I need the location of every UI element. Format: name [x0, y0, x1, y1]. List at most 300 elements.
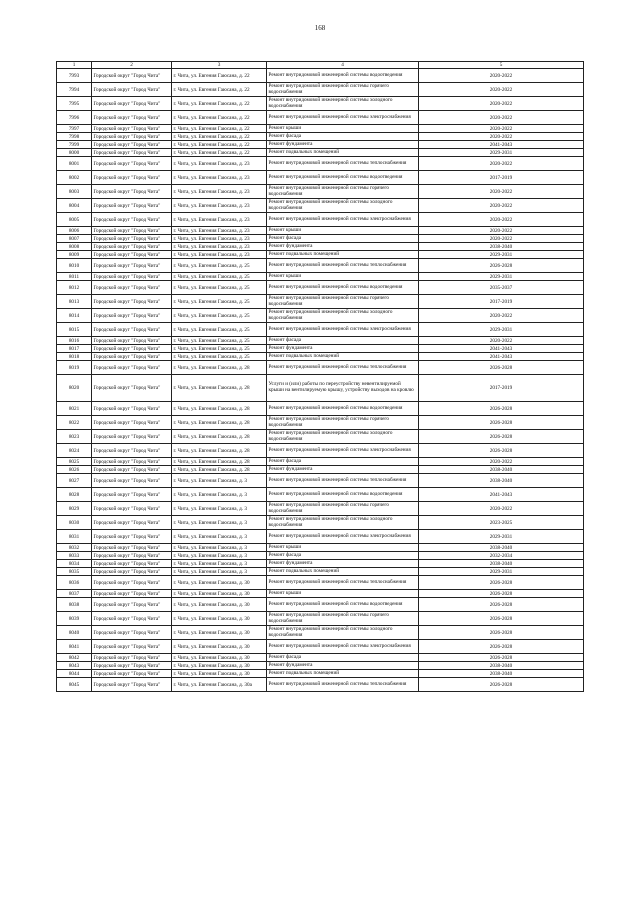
period-cell: 2020-2022: [419, 458, 584, 466]
row-number: 8043: [57, 662, 92, 670]
municipality-cell: Городской округ "Город Чита": [92, 516, 172, 530]
row-number: 8040: [57, 626, 92, 640]
work-type-cell: Ремонт фасада: [267, 235, 419, 243]
municipality-cell: Городской округ "Город Чита": [92, 199, 172, 213]
work-type-cell: Ремонт фасада: [267, 337, 419, 345]
work-type-cell: Ремонт внутридомовой инженерной системы холодного водоснабжения: [267, 97, 419, 111]
table-row: [57, 111, 584, 125]
work-type-cell: Ремонт крыши: [267, 273, 419, 281]
municipality-cell: Городской округ "Город Чита": [92, 444, 172, 458]
work-type-cell: Ремонт крыши: [267, 590, 419, 598]
period-cell: 2026-2028: [419, 612, 584, 626]
column-header: 4: [267, 62, 419, 69]
address-cell: г. Чита, ул. Евгения Гаюсана, д. 28: [172, 402, 267, 416]
municipality-cell: Городской округ "Город Чита": [92, 530, 172, 544]
period-cell: 2023-2025: [419, 516, 584, 530]
address-cell: г. Чита, ул. Евгения Гаюсана, д. 22: [172, 149, 267, 157]
municipality-cell: Городской округ "Город Чита": [92, 251, 172, 259]
municipality-cell: Городской округ "Город Чита": [92, 402, 172, 416]
municipality-cell: Городской округ "Город Чита": [92, 149, 172, 157]
row-number: 8041: [57, 640, 92, 654]
work-type-cell: Ремонт внутридомовой инженерной системы холодного водоснабжения: [267, 430, 419, 444]
table-row: [57, 125, 584, 133]
period-cell: 2020-2022: [419, 185, 584, 199]
row-number: 8039: [57, 612, 92, 626]
municipality-cell: Городской округ "Город Чита": [92, 502, 172, 516]
row-number: 7996: [57, 111, 92, 125]
row-number: 8016: [57, 337, 92, 345]
period-cell: 2020-2022: [419, 97, 584, 111]
table-row: [57, 375, 584, 402]
row-number: 8022: [57, 416, 92, 430]
work-type-cell: Ремонт внутридомовой инженерной системы водоотведения: [267, 281, 419, 295]
column-header: 2: [92, 62, 172, 69]
period-cell: 2029-2031: [419, 323, 584, 337]
table-row: [57, 337, 584, 345]
work-type-cell: Ремонт фундамента: [267, 141, 419, 149]
work-type-cell: Ремонт внутридомовой инженерной системы водоотведения: [267, 598, 419, 612]
municipality-cell: Городской округ "Город Чита": [92, 281, 172, 295]
municipality-cell: Городской округ "Город Чита": [92, 273, 172, 281]
address-cell: г. Чита, ул. Евгения Гаюсана, д. 23: [172, 171, 267, 185]
work-type-cell: Ремонт внутридомовой инженерной системы электроснабжения: [267, 111, 419, 125]
table-row: [57, 97, 584, 111]
row-number: 8017: [57, 345, 92, 353]
period-cell: 2029-2031: [419, 273, 584, 281]
municipality-cell: Городской округ "Город Чита": [92, 552, 172, 560]
period-cell: 2017-2019: [419, 171, 584, 185]
work-type-cell: Ремонт крыши: [267, 125, 419, 133]
table-row: [57, 598, 584, 612]
address-cell: г. Чита, ул. Евгения Гаюсана, д. 23: [172, 235, 267, 243]
table-row: [57, 353, 584, 361]
row-number: 8027: [57, 474, 92, 488]
address-cell: г. Чита, ул. Евгения Гаюсана, д. 25: [172, 345, 267, 353]
work-type-cell: Ремонт подвальных помещений: [267, 670, 419, 678]
municipality-cell: Городской округ "Город Чита": [92, 598, 172, 612]
work-type-cell: Ремонт внутридомовой инженерной системы холодного водоснабжения: [267, 626, 419, 640]
work-type-cell: Ремонт внутридомовой инженерной системы электроснабжения: [267, 640, 419, 654]
address-cell: г. Чита, ул. Евгения Гаюсана, д. 23: [172, 199, 267, 213]
period-cell: 2020-2022: [419, 125, 584, 133]
work-type-cell: Ремонт внутридомовой инженерной системы электроснабжения: [267, 323, 419, 337]
period-cell: 2029-2031: [419, 568, 584, 576]
row-number: 8036: [57, 576, 92, 590]
work-type-cell: Ремонт внутридомовой инженерной системы горячего водоснабжения: [267, 612, 419, 626]
period-cell: 2020-2022: [419, 213, 584, 227]
table-row: [57, 281, 584, 295]
row-number: 8020: [57, 375, 92, 402]
address-cell: г. Чита, ул. Евгения Гаюсана, д. 3: [172, 516, 267, 530]
address-cell: г. Чита, ул. Евгения Гаюсана, д. 22: [172, 83, 267, 97]
work-type-cell: Ремонт внутридомовой инженерной системы холодного водоснабжения: [267, 199, 419, 213]
municipality-cell: Городской округ "Город Чита": [92, 353, 172, 361]
address-cell: г. Чита, ул. Евгения Гаюсана, д. 30а: [172, 678, 267, 692]
column-header: 3: [172, 62, 267, 69]
row-number: 8033: [57, 552, 92, 560]
table-row: [57, 235, 584, 243]
work-type-cell: Ремонт фасада: [267, 654, 419, 662]
row-number: 8004: [57, 199, 92, 213]
table-row: [57, 323, 584, 337]
period-cell: 2017-2019: [419, 295, 584, 309]
address-cell: г. Чита, ул. Евгения Гаюсана, д. 22: [172, 69, 267, 83]
row-number: 8028: [57, 488, 92, 502]
row-number: 8008: [57, 243, 92, 251]
municipality-cell: Городской округ "Город Чита": [92, 568, 172, 576]
row-number: 8037: [57, 590, 92, 598]
work-type-cell: Ремонт внутридомовой инженерной системы горячего водоснабжения: [267, 502, 419, 516]
address-cell: г. Чита, ул. Евгения Гаюсана, д. 30: [172, 662, 267, 670]
period-cell: 2017-2019: [419, 375, 584, 402]
municipality-cell: Городской округ "Город Чита": [92, 69, 172, 83]
municipality-cell: Городской округ "Город Чита": [92, 466, 172, 474]
period-cell: 2029-2031: [419, 530, 584, 544]
period-cell: 2020-2022: [419, 69, 584, 83]
row-number: 8014: [57, 309, 92, 323]
municipality-cell: Городской округ "Город Чита": [92, 235, 172, 243]
period-cell: 2020-2022: [419, 83, 584, 97]
period-cell: 2041-2043: [419, 488, 584, 502]
work-type-cell: Ремонт внутридомовой инженерной системы теплоснабжения: [267, 259, 419, 273]
work-type-cell: Ремонт внутридомовой инженерной системы горячего водоснабжения: [267, 416, 419, 430]
row-number: 8025: [57, 458, 92, 466]
work-type-cell: Ремонт фундамента: [267, 466, 419, 474]
address-cell: г. Чита, ул. Евгения Гаюсана, д. 25: [172, 295, 267, 309]
address-cell: г. Чита, ул. Евгения Гаюсана, д. 3: [172, 544, 267, 552]
address-cell: г. Чита, ул. Евгения Гаюсана, д. 23: [172, 213, 267, 227]
row-number: 8042: [57, 654, 92, 662]
row-number: 8045: [57, 678, 92, 692]
work-type-cell: Ремонт внутридомовой инженерной системы теплоснабжения: [267, 576, 419, 590]
table-row: [57, 149, 584, 157]
municipality-cell: Городской округ "Город Чита": [92, 474, 172, 488]
row-number: 8031: [57, 530, 92, 544]
column-header: 5: [419, 62, 584, 69]
period-cell: 2038-2040: [419, 662, 584, 670]
work-type-cell: Ремонт внутридомовой инженерной системы водоотведения: [267, 488, 419, 502]
table-row: [57, 133, 584, 141]
table-row: [57, 670, 584, 678]
table-row: [57, 678, 584, 692]
municipality-cell: Городской округ "Город Чита": [92, 560, 172, 568]
table-row: [57, 662, 584, 670]
period-cell: 2029-2031: [419, 251, 584, 259]
period-cell: 2020-2022: [419, 235, 584, 243]
row-number: 8035: [57, 568, 92, 576]
row-number: 8029: [57, 502, 92, 516]
row-number: 8011: [57, 273, 92, 281]
period-cell: 2026-2028: [419, 678, 584, 692]
work-type-cell: Ремонт внутридомовой инженерной системы водоотведения: [267, 171, 419, 185]
period-cell: 2026-2028: [419, 430, 584, 444]
row-number: 8038: [57, 598, 92, 612]
municipality-cell: Городской округ "Город Чита": [92, 640, 172, 654]
municipality-cell: Городской округ "Город Чита": [92, 458, 172, 466]
table-row: [57, 568, 584, 576]
municipality-cell: Городской округ "Город Чита": [92, 654, 172, 662]
row-number: 8023: [57, 430, 92, 444]
work-type-cell: Ремонт внутридомовой инженерной системы теплоснабжения: [267, 678, 419, 692]
period-cell: 2026-2028: [419, 576, 584, 590]
row-number: 8030: [57, 516, 92, 530]
municipality-cell: Городской округ "Город Чита": [92, 157, 172, 171]
table-row: [57, 69, 584, 83]
period-cell: 2020-2022: [419, 337, 584, 345]
period-cell: 2026-2028: [419, 361, 584, 375]
period-cell: 2020-2022: [419, 309, 584, 323]
period-cell: 2026-2028: [419, 590, 584, 598]
period-cell: 2026-2028: [419, 402, 584, 416]
work-type-cell: Ремонт внутридомовой инженерной системы теплоснабжения: [267, 474, 419, 488]
table-row: [57, 626, 584, 640]
municipality-cell: Городской округ "Город Чита": [92, 678, 172, 692]
work-type-cell: Ремонт внутридомовой инженерной системы теплоснабжения: [267, 361, 419, 375]
row-number: 8009: [57, 251, 92, 259]
address-cell: г. Чита, ул. Евгения Гаюсана, д. 30: [172, 576, 267, 590]
row-number: 8032: [57, 544, 92, 552]
table-row: [57, 416, 584, 430]
address-cell: г. Чита, ул. Евгения Гаюсана, д. 22: [172, 125, 267, 133]
municipality-cell: Городской округ "Город Чита": [92, 488, 172, 502]
table-row: [57, 502, 584, 516]
address-cell: г. Чита, ул. Евгения Гаюсана, д. 25: [172, 337, 267, 345]
row-number: 7997: [57, 125, 92, 133]
period-cell: 2020-2022: [419, 157, 584, 171]
table-row: [57, 213, 584, 227]
table-row: [57, 141, 584, 149]
work-type-cell: Ремонт крыши: [267, 227, 419, 235]
municipality-cell: Городской округ "Город Чита": [92, 133, 172, 141]
address-cell: г. Чита, ул. Евгения Гаюсана, д. 28: [172, 466, 267, 474]
period-cell: 2026-2028: [419, 598, 584, 612]
work-type-cell: Ремонт подвальных помещений: [267, 251, 419, 259]
address-cell: г. Чита, ул. Евгения Гаюсана, д. 23: [172, 157, 267, 171]
address-cell: г. Чита, ул. Евгения Гаюсана, д. 22: [172, 111, 267, 125]
period-cell: 2026-2028: [419, 654, 584, 662]
municipality-cell: Городской округ "Город Чита": [92, 141, 172, 149]
address-cell: г. Чита, ул. Евгения Гаюсана, д. 22: [172, 133, 267, 141]
table-row: [57, 488, 584, 502]
table-row: [57, 466, 584, 474]
row-number: 8012: [57, 281, 92, 295]
period-cell: 2038-2040: [419, 544, 584, 552]
row-number: 7995: [57, 97, 92, 111]
row-number: 7999: [57, 141, 92, 149]
work-type-cell: Ремонт фасада: [267, 458, 419, 466]
work-type-cell: Ремонт подвальных помещений: [267, 353, 419, 361]
address-cell: г. Чита, ул. Евгения Гаюсана, д. 30: [172, 598, 267, 612]
address-cell: г. Чита, ул. Евгения Гаюсана, д. 3: [172, 560, 267, 568]
table-header-row: [57, 62, 584, 69]
table-row: [57, 444, 584, 458]
address-cell: г. Чита, ул. Евгения Гаюсана, д. 3: [172, 552, 267, 560]
municipality-cell: Городской округ "Город Чита": [92, 361, 172, 375]
municipality-cell: Городской округ "Город Чита": [92, 97, 172, 111]
capital-repair-table: [56, 61, 584, 692]
work-type-cell: Ремонт внутридомовой инженерной системы электроснабжения: [267, 213, 419, 227]
work-type-cell: Ремонт фундамента: [267, 243, 419, 251]
row-number: 8002: [57, 171, 92, 185]
row-number: 7994: [57, 83, 92, 97]
work-type-cell: Ремонт крыши: [267, 544, 419, 552]
period-cell: 2026-2028: [419, 416, 584, 430]
table-row: [57, 185, 584, 199]
address-cell: г. Чита, ул. Евгения Гаюсана, д. 25: [172, 309, 267, 323]
row-number: 8019: [57, 361, 92, 375]
table-row: [57, 458, 584, 466]
period-cell: 2020-2022: [419, 227, 584, 235]
address-cell: г. Чита, ул. Евгения Гаюсана, д. 28: [172, 444, 267, 458]
municipality-cell: Городской округ "Город Чита": [92, 213, 172, 227]
municipality-cell: Городской округ "Город Чита": [92, 576, 172, 590]
municipality-cell: Городской округ "Город Чита": [92, 345, 172, 353]
address-cell: г. Чита, ул. Евгения Гаюсана, д. 25: [172, 323, 267, 337]
table-row: [57, 530, 584, 544]
row-number: 8034: [57, 560, 92, 568]
address-cell: г. Чита, ул. Евгения Гаюсана, д. 3: [172, 530, 267, 544]
table-row: [57, 640, 584, 654]
work-type-cell: Ремонт внутридомовой инженерной системы электроснабжения: [267, 530, 419, 544]
work-type-cell: Ремонт фасада: [267, 552, 419, 560]
work-type-cell: Ремонт внутридомовой инженерной системы теплоснабжения: [267, 157, 419, 171]
municipality-cell: Городской округ "Город Чита": [92, 111, 172, 125]
table-row: [57, 612, 584, 626]
table-row: [57, 251, 584, 259]
work-type-cell: Ремонт внутридомовой инженерной системы горячего водоснабжения: [267, 83, 419, 97]
address-cell: г. Чита, ул. Евгения Гаюсана, д. 23: [172, 227, 267, 235]
address-cell: г. Чита, ул. Евгения Гаюсана, д. 30: [172, 612, 267, 626]
row-number: 8013: [57, 295, 92, 309]
row-number: 8026: [57, 466, 92, 474]
table-row: [57, 474, 584, 488]
table-row: [57, 157, 584, 171]
municipality-cell: Городской округ "Город Чита": [92, 544, 172, 552]
row-number: 8000: [57, 149, 92, 157]
address-cell: г. Чита, ул. Евгения Гаюсана, д. 25: [172, 259, 267, 273]
row-number: 8007: [57, 235, 92, 243]
table-row: [57, 243, 584, 251]
work-type-cell: Ремонт внутридомовой инженерной системы горячего водоснабжения: [267, 185, 419, 199]
address-cell: г. Чита, ул. Евгения Гаюсана, д. 28: [172, 430, 267, 444]
municipality-cell: Городской округ "Город Чита": [92, 430, 172, 444]
work-type-cell: Услуги и (или) работы по переустройству невентилируемой крыши на вентилируемую крышу, устройству выходов на кровлю: [267, 375, 419, 402]
municipality-cell: Городской округ "Город Чита": [92, 337, 172, 345]
period-cell: 2026-2028: [419, 444, 584, 458]
table-row: [57, 552, 584, 560]
period-cell: 2026-2028: [419, 640, 584, 654]
period-cell: 2026-2028: [419, 259, 584, 273]
table-row: [57, 590, 584, 598]
table-row: [57, 227, 584, 235]
address-cell: г. Чита, ул. Евгения Гаюсана, д. 30: [172, 654, 267, 662]
period-cell: 2029-2031: [419, 149, 584, 157]
address-cell: г. Чита, ул. Евгения Гаюсана, д. 22: [172, 97, 267, 111]
address-cell: г. Чита, ул. Евгения Гаюсана, д. 3: [172, 502, 267, 516]
period-cell: 2020-2022: [419, 502, 584, 516]
work-type-cell: Ремонт фундамента: [267, 662, 419, 670]
row-number: 8006: [57, 227, 92, 235]
period-cell: 2020-2022: [419, 199, 584, 213]
table-row: [57, 83, 584, 97]
period-cell: 2026-2028: [419, 626, 584, 640]
period-cell: 2041-2043: [419, 353, 584, 361]
table-row: [57, 544, 584, 552]
period-cell: 2020-2022: [419, 133, 584, 141]
work-type-cell: Ремонт фасада: [267, 133, 419, 141]
work-type-cell: Ремонт фундамента: [267, 345, 419, 353]
address-cell: г. Чита, ул. Евгения Гаюсана, д. 28: [172, 375, 267, 402]
period-cell: 2032-2034: [419, 552, 584, 560]
period-cell: 2038-2040: [419, 466, 584, 474]
address-cell: г. Чита, ул. Евгения Гаюсана, д. 28: [172, 458, 267, 466]
address-cell: г. Чита, ул. Евгения Гаюсана, д. 22: [172, 141, 267, 149]
address-cell: г. Чита, ул. Евгения Гаюсана, д. 28: [172, 416, 267, 430]
municipality-cell: Городской округ "Город Чита": [92, 590, 172, 598]
row-number: 7993: [57, 69, 92, 83]
municipality-cell: Городской округ "Город Чита": [92, 243, 172, 251]
municipality-cell: Городской округ "Город Чита": [92, 227, 172, 235]
period-cell: 2038-2040: [419, 670, 584, 678]
row-number: 8010: [57, 259, 92, 273]
table-row: [57, 199, 584, 213]
table-row: [57, 361, 584, 375]
row-number: 8024: [57, 444, 92, 458]
table-row: [57, 516, 584, 530]
municipality-cell: Городской округ "Город Чита": [92, 670, 172, 678]
address-cell: г. Чита, ул. Евгения Гаюсана, д. 28: [172, 361, 267, 375]
row-number: 8003: [57, 185, 92, 199]
period-cell: 2038-2040: [419, 560, 584, 568]
work-type-cell: Ремонт внутридомовой инженерной системы холодного водоснабжения: [267, 516, 419, 530]
period-cell: 2041-2043: [419, 345, 584, 353]
address-cell: г. Чита, ул. Евгения Гаюсана, д. 25: [172, 353, 267, 361]
address-cell: г. Чита, ул. Евгения Гаюсана, д. 23: [172, 185, 267, 199]
address-cell: г. Чита, ул. Евгения Гаюсана, д. 3: [172, 488, 267, 502]
address-cell: г. Чита, ул. Евгения Гаюсана, д. 30: [172, 590, 267, 598]
row-number: 8018: [57, 353, 92, 361]
table-row: [57, 309, 584, 323]
table-row: [57, 402, 584, 416]
municipality-cell: Городской округ "Город Чита": [92, 323, 172, 337]
address-cell: г. Чита, ул. Евгения Гаюсана, д. 30: [172, 626, 267, 640]
work-type-cell: Ремонт внутридомовой инженерной системы электроснабжения: [267, 444, 419, 458]
row-number: 7998: [57, 133, 92, 141]
row-number: 8001: [57, 157, 92, 171]
row-number: 8005: [57, 213, 92, 227]
work-type-cell: Ремонт фундамента: [267, 560, 419, 568]
address-cell: г. Чита, ул. Евгения Гаюсана, д. 25: [172, 281, 267, 295]
work-type-cell: Ремонт подвальных помещений: [267, 149, 419, 157]
address-cell: г. Чита, ул. Евгения Гаюсана, д. 3: [172, 568, 267, 576]
municipality-cell: Городской округ "Город Чита": [92, 83, 172, 97]
municipality-cell: Городской округ "Город Чита": [92, 662, 172, 670]
municipality-cell: Городской округ "Город Чита": [92, 612, 172, 626]
table-row: [57, 273, 584, 281]
table-row: [57, 295, 584, 309]
column-header: 1: [57, 62, 92, 69]
address-cell: г. Чита, ул. Евгения Гаюсана, д. 30: [172, 670, 267, 678]
address-cell: г. Чита, ул. Евгения Гаюсана, д. 23: [172, 251, 267, 259]
table-row: [57, 654, 584, 662]
period-cell: 2041-2043: [419, 141, 584, 149]
table-row: [57, 430, 584, 444]
table-row: [57, 259, 584, 273]
table-row: [57, 560, 584, 568]
municipality-cell: Городской округ "Город Чита": [92, 295, 172, 309]
municipality-cell: Городской округ "Город Чита": [92, 259, 172, 273]
period-cell: 2038-2040: [419, 243, 584, 251]
